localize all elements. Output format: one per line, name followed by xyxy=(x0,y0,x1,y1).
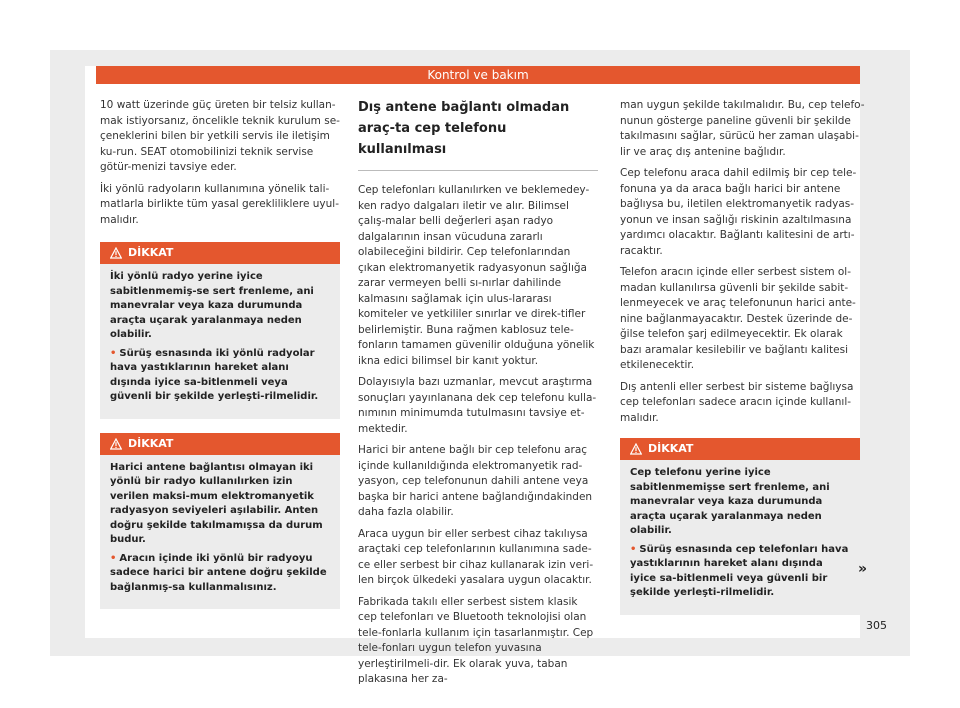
warning-triangle-icon xyxy=(110,247,122,259)
warning-box xyxy=(100,242,340,419)
warning-box xyxy=(100,433,340,610)
section-header: Kontrol ve bakım xyxy=(96,66,860,84)
warning-header xyxy=(100,242,340,264)
paragraph: Dolayısıyla bazı uzmanlar, mevcut araştırma sonuçları yayınlanana dek cep telefonu kulla-nımının minimumda tutulmasını tavsiye et-mektedir. xyxy=(358,376,597,435)
column-right xyxy=(620,98,868,625)
paragraph: Dış antenli eller serbest bir sisteme bağlıysa cep telefonları sadece aracın içinde kullanıl-malıdır. xyxy=(620,380,854,424)
paragraph: Cep telefonları kullanılırken ve beklemedey-ken radyo dalgaları iletir ve alır. Bilimsel çalış-malar belli değerleri aşan radyo dalgalarının insan vücuduna zararlı olabileceğini bildirir. Cep telefonlarından çıkan elektromanyetik radyasyonun sağlığa zarar vermeyen belli sı-nırlar dahilinde kalmasını sağlamak için ulus-lararası komiteler ve yetkililer sınırlar ve direk-tifler belirlemiştir. Buna rağmen kablosuz tele-fonların tamamen güvenilir olduğuna yönelik ikna edici bilimsel bir kanıt yoktur. xyxy=(358,184,595,367)
warning-text: Cep telefonu yerine iyice sabitlenmemişse sert frenleme, ani manevralar veya kaza durumunda araçta uçarak yaralanmaya neden olabilir. xyxy=(630,467,830,536)
warning-body xyxy=(620,460,860,615)
paragraph: İki yönlü radyoların kullanımına yönelik tali-matlarla birlikte tüm yasal gerekliliklere uyul-malıdır. xyxy=(100,182,340,226)
warning-label: DİKKAT xyxy=(648,442,694,455)
warning-header xyxy=(100,433,340,455)
paragraph: Fabrikada takılı eller serbest sistem klasik cep telefonları ve Bluetooth teknolojisi olan tele-fonlarla kullanım için tasarlanmıştır. Cep tele-fonları uygun telefon yuvasına yerleştirilmeli-dir. Ek olarak yuva, taban plakasına her za- xyxy=(358,595,594,685)
warning-box xyxy=(620,438,860,615)
paragraph: 10 watt üzerinde güç üreten bir telsiz kullan-mak istiyorsanız, öncelikle teknik kurulum se-çeneklerini bilen bir yetkili servis ile iletişim ku-run. SEAT otomobilinizi teknik servise götür-menizi tavsiye eder. xyxy=(100,99,340,173)
warning-triangle-icon xyxy=(110,438,122,450)
paragraph: Cep telefonu araca dahil edilmiş bir cep tele-fonuna ya da araca bağlı harici bir antene bağlıysa bu, iletilen elektromanyetik radyas-yonun ve insan sağlığı riskinin azaltılmasına yardımcı olacaktır. Bağlantı kalitesini de artı-racaktır. xyxy=(620,167,857,257)
warning-text: İki yönlü radyo yerine iyice sabitlenmemiş-se sert frenleme, ani manevralar veya kaza durumunda araçta uçarak yaralanmaya neden olabilir. xyxy=(110,271,314,340)
warning-body xyxy=(100,264,340,419)
warning-triangle-icon xyxy=(630,443,642,455)
bullet-icon: • xyxy=(110,347,117,359)
paragraph: Telefon aracın içinde eller serbest sistem ol-madan kullanılırsa güvenli bir şekilde sabit-lenmeyecek ve araç telefonunun harici ante-nine bağlanmayacaktır. Destek üzerinde de-ğilse telefon şarj edilmeyecektir. Ek olarak bazı aramalar kesilebilir ve bağlantı kalitesi etkilenecektir. xyxy=(620,266,856,371)
warning-label: DİKKAT xyxy=(128,246,174,259)
column-left xyxy=(100,98,340,619)
warning-body xyxy=(100,455,340,610)
column-middle xyxy=(358,95,598,694)
warning-bullet: • Sürüş esnasında iki yönlü radyolar hava yastıklarının hareket alanı dışında iyice sa-bitlenmeli veya güvenli bir şekilde yerleşti-rilmelidir. xyxy=(110,347,319,402)
warning-header xyxy=(620,438,860,460)
paragraph: man uygun şekilde takılmalıdır. Bu, cep telefo-nunun gösterge paneline güvenli bir şekilde takılmasını sağlar, sürücü her zaman ulaşabi-lir ve araç dış antenine bağlıdır. xyxy=(620,99,865,158)
paragraph: Araca uygun bir eller serbest cihaz takılıysa araçtaki cep telefonlarının kullanımına sade-ce eller serbest bir cihaz kullanarak izin veri-len birçok ülkedeki yasalara uygun olacaktır. xyxy=(358,527,594,586)
warning-bullet: • Aracın içinde iki yönlü bir radyoyu sadece harici bir antene doğru şekilde bağlanmış-sa kullanmalısınız. xyxy=(110,552,327,593)
warning-bullet: • Sürüş esnasında cep telefonları hava yastıklarının hareket alanı dışında iyice sa-bitlenmeli veya güvenli bir şekilde yerleşti-rilmelidir. xyxy=(630,543,849,598)
continue-arrow-icon: » xyxy=(858,561,868,577)
warning-text: Harici antene bağlantısı olmayan iki yönlü bir radyo kullanılırken izin verilen maksi-mum elektromanyetik radyasyon seviyeleri aşılabilir. Anten doğru şekilde takılmamışsa da durum budur. xyxy=(110,461,323,545)
page-number: 305 xyxy=(866,619,887,632)
section-title: Dış antene bağlantı olmadan araç-ta cep telefonu kullanılması xyxy=(358,95,598,171)
bullet-icon: • xyxy=(630,543,637,555)
paragraph: Harici bir antene bağlı bir cep telefonu araç içinde kullanıldığında elektromanyetik rad-yasyon, cep telefonunun dahili antene veya başka bir harici antene bağlandığındakinden daha fazla olabilir. xyxy=(358,444,593,518)
warning-label: DİKKAT xyxy=(128,436,174,450)
bullet-icon: • xyxy=(110,552,117,564)
